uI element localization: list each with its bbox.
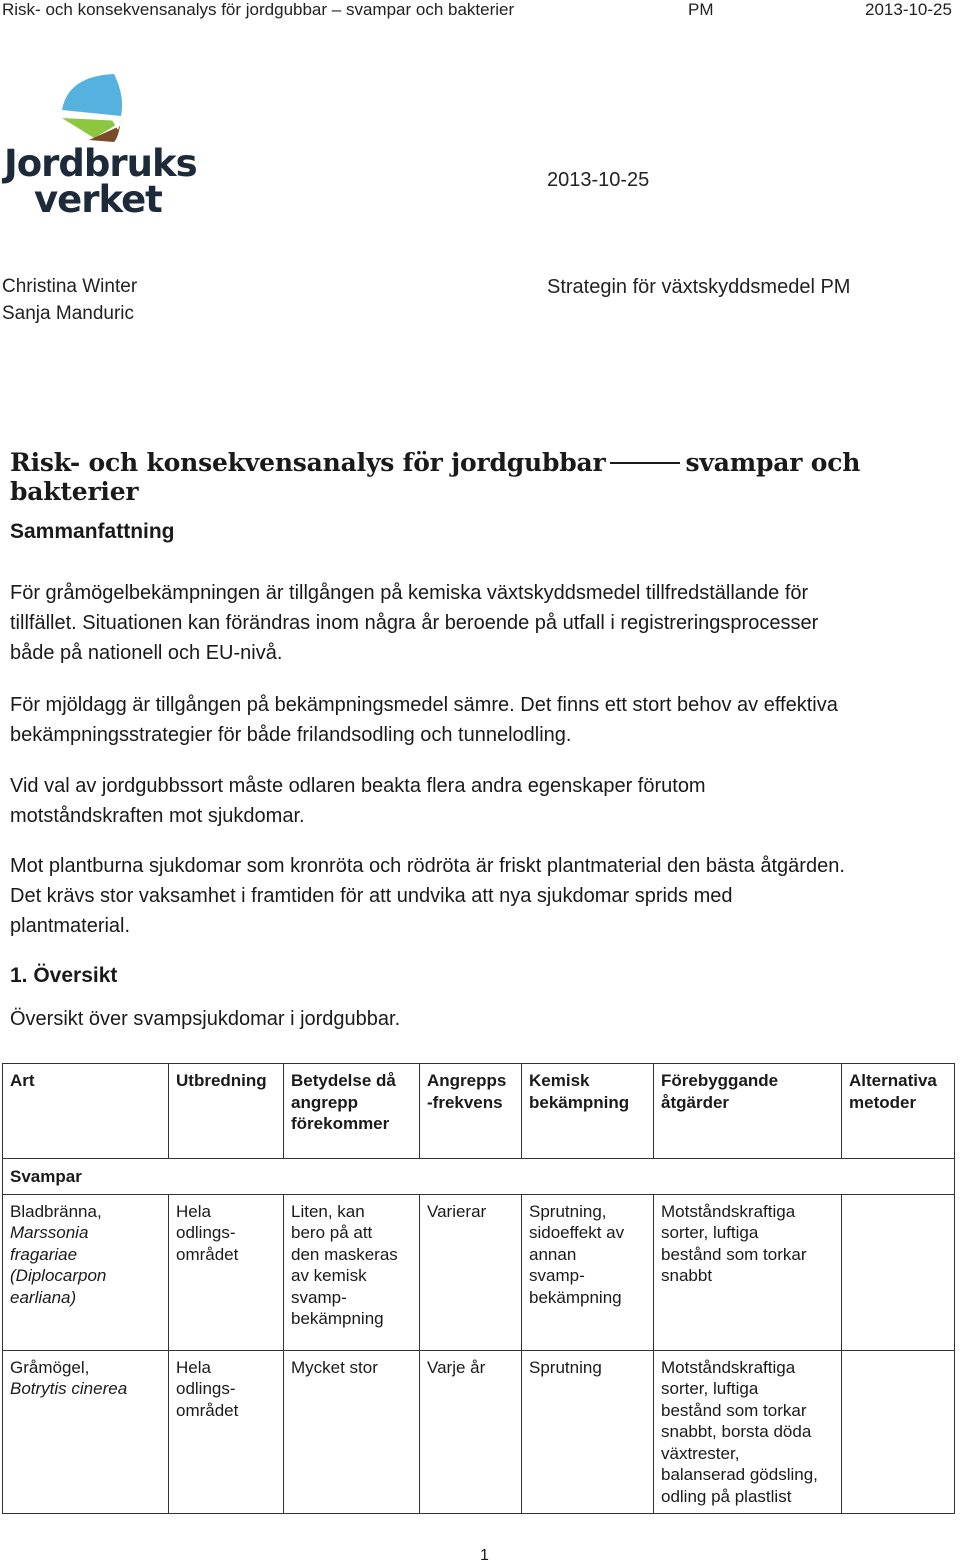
table-row: [3, 1350, 955, 1514]
cell-kemisk-bekampning: Sprutning: [522, 1350, 654, 1514]
cell-kemisk-bekampning: Sprutning, sidoeffekt av annan svamp- bekämpning: [522, 1194, 654, 1350]
logo-text-line1: Jordbruks: [4, 142, 197, 185]
summary-p2-line2: bekämpningsstrategier för både frilandsodling och tunnelodling.: [10, 724, 572, 746]
summary-p4-line2: Det krävs stor vaksamhet i framtiden för att undvika att nya sjukdomar sprids med: [10, 885, 733, 907]
cell-utbredning: Hela odlings- området: [169, 1194, 284, 1350]
cell-forebyggande: Motståndskraftiga sorter, luftiga bestånd som torkar snabbt, borsta döda växtrester, balanserad gödsling, odling på plastlist: [654, 1350, 842, 1514]
summary-p3-line1: Vid val av jordgubbssort måste odlaren beakta flera andra egenskaper förutom: [10, 775, 706, 797]
header-date: 2013-10-25: [865, 0, 952, 19]
col-header-alternativa: Alternativa metoder: [842, 1064, 955, 1159]
summary-p1-line1: För gråmögelbekämpningen är tillgången på kemiska växtskyddsmedel tillfredställande för: [10, 582, 809, 604]
cell-betydelse: Mycket stor: [284, 1350, 420, 1514]
jordbruksverket-logo: [4, 74, 197, 221]
title-part-1: Risk- och konsekvensanalys för jordgubbar: [10, 448, 606, 477]
col-header-angreppsfrekvens: Angrepps -frekvens: [420, 1064, 522, 1159]
author-2: Sanja Manduric: [2, 303, 135, 324]
summary-p3-line2: motståndskraften mot sjukdomar.: [10, 805, 305, 827]
summary-heading: Sammanfattning: [10, 520, 175, 543]
cell-alternativa: [842, 1350, 955, 1514]
table-header-row: [3, 1064, 955, 1159]
overview-heading: 1. Översikt: [10, 964, 118, 987]
title-dash: [610, 462, 680, 464]
header-doc-title: Risk- och konsekvensanalys för jordgubbar – svampar och bakterier: [2, 0, 515, 19]
document-title: [10, 448, 960, 506]
summary-paragraph-4: [10, 851, 955, 941]
cell-alternativa: [842, 1194, 955, 1350]
cell-art: Gråmögel, Botrytis cinerea: [3, 1350, 169, 1514]
summary-p2-line1: För mjöldagg är tillgången på bekämpningsmedel sämre. Det finns ett stort behov av effektiva: [10, 694, 838, 716]
strategy-line: Strategin för växtskyddsmedel PM: [547, 276, 851, 298]
header-doc-type: PM: [688, 0, 714, 19]
table-row: [3, 1194, 955, 1350]
logo-text-line2: verket: [34, 178, 162, 221]
col-header-forebyggande: Förebyggande åtgärder: [654, 1064, 842, 1159]
col-header-kemisk-bekampning: Kemisk bekämpning: [522, 1064, 654, 1159]
title-part-2: svampar och bakterier: [10, 448, 861, 506]
col-header-betydelse: Betydelse då angrepp förekommer: [284, 1064, 420, 1159]
cell-forebyggande: Motståndskraftiga sorter, luftiga bestånd som torkar snabbt: [654, 1194, 842, 1350]
col-header-utbredning: Utbredning: [169, 1064, 284, 1159]
cell-angreppsfrekvens: Varierar: [420, 1194, 522, 1350]
section-svampar: Svampar: [3, 1159, 955, 1195]
overview-table: [2, 1063, 955, 1514]
summary-p4-line1: Mot plantburna sjukdomar som kronröta och rödröta är friskt plantmaterial den bästa åtgärden.: [10, 855, 845, 877]
table-section-row: [3, 1159, 955, 1195]
author-1: Christina Winter: [2, 276, 138, 297]
col-header-art: Art: [3, 1064, 169, 1159]
summary-p4-line3: plantmaterial.: [10, 915, 131, 937]
summary-paragraph-1: [10, 578, 955, 668]
overview-subheading: Översikt över svampsjukdomar i jordgubbar.: [10, 1008, 401, 1030]
cell-art: Bladbränna, Marssonia fragariae (Diplocarpon earliana): [3, 1194, 169, 1350]
memo-date: 2013-10-25: [547, 169, 650, 191]
summary-paragraph-2: [10, 690, 955, 750]
cell-angreppsfrekvens: Varje år: [420, 1350, 522, 1514]
summary-paragraph-3: [10, 771, 955, 831]
page-number: 1: [480, 1547, 489, 1564]
cell-betydelse: Liten, kan bero på att den maskeras av kemisk svamp- bekämpning: [284, 1194, 420, 1350]
summary-p1-line2: tillfället. Situationen kan förändras inom några år beroende på utfall i registreringsprocesser: [10, 612, 819, 634]
cell-utbredning: Hela odlings- området: [169, 1350, 284, 1514]
summary-p1-line3: både på nationell och EU-nivå.: [10, 642, 283, 664]
